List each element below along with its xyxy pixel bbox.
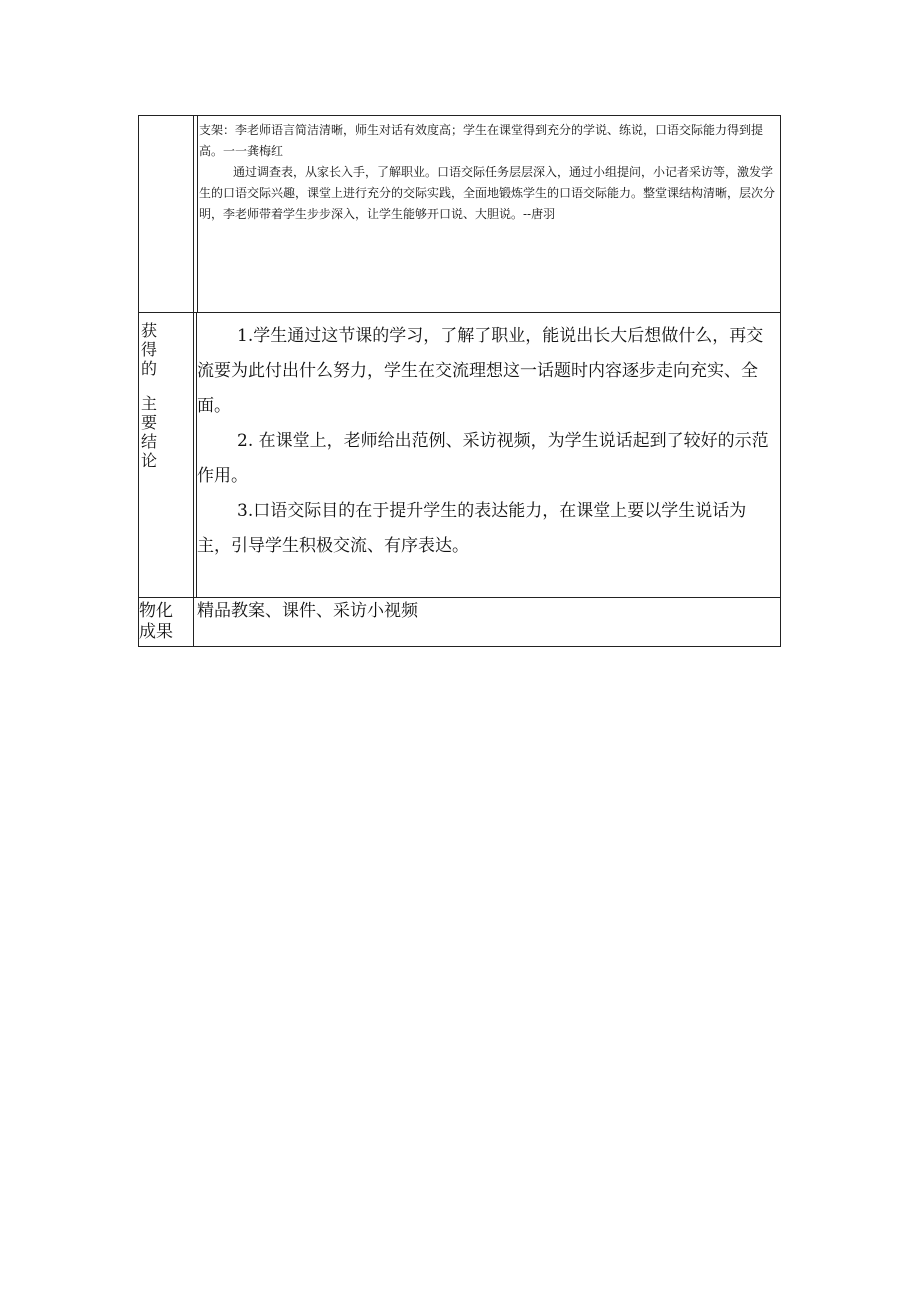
- label-char: 主: [141, 394, 158, 413]
- conclusions-cell: [194, 313, 780, 597]
- comments-label-cell: [139, 116, 194, 312]
- conclusion-item: 2. 在课堂上，老师给出范例、采访视频，为学生说话起到了较好的示范作用。: [197, 431, 769, 486]
- conclusions-row: [139, 313, 780, 598]
- label-char: 获: [141, 321, 158, 340]
- comment-paragraph: 通过调查表，从家长入手，了解职业。口语交际任务层层深入，通过小组提问，小记者采访等，激发学生的口语交际兴趣，课堂上进行充分的交际实践，全面地锻炼学生的口语交际能力。整堂课结构清晰，层次分明，李老师带着学生步步深入，让学生能够开口说、大胆说。--唐羽: [199, 165, 776, 221]
- conclusion-item: 3.口语交际目的在于提升学生的表达能力，在课堂上要以学生说话为主，引导学生积极交流、有序表达。: [197, 501, 747, 556]
- inner-divider: [197, 116, 198, 312]
- label-gap: [141, 378, 193, 394]
- label-char: 的: [141, 359, 158, 378]
- comments-cell: [194, 116, 780, 312]
- comment-paragraph: 支架：李老师语言简洁清晰，师生对话有效度高；学生在课堂得到充分的学说、练说，口语交际能力得到提高。一一龚梅红: [199, 123, 764, 158]
- label-char: 得: [141, 340, 158, 359]
- conclusions-label: [139, 313, 194, 597]
- outcomes-label: [139, 598, 194, 646]
- label-line: 物化: [139, 601, 173, 621]
- comments-row: [139, 116, 780, 313]
- inner-divider: [196, 313, 197, 597]
- evaluation-table: [138, 115, 781, 647]
- conclusion-item: 1.学生通过这节课的学习，了解了职业，能说出长大后想做什么，再交流要为此付出什么努力，学生在交流理想这一话题时内容逐步走向充实、全面。: [197, 326, 764, 416]
- label-char: 结: [141, 432, 158, 451]
- outcomes-value: 精品教案、课件、采访小视频: [197, 601, 418, 621]
- label-line: 成果: [139, 622, 173, 642]
- outcomes-row: [139, 598, 780, 646]
- label-char: 要: [141, 413, 158, 432]
- label-char: 论: [141, 451, 158, 470]
